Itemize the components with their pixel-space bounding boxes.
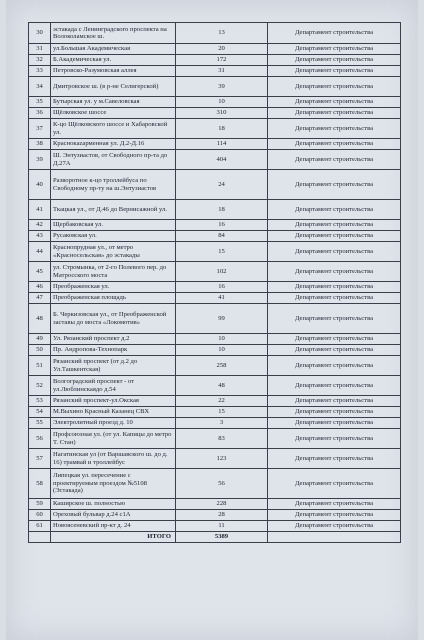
- quantity: 84: [176, 231, 268, 242]
- total-quantity: 5389: [176, 532, 268, 543]
- department: Департамент строительства: [268, 293, 401, 304]
- table-row: [29, 521, 401, 532]
- quantity: 11: [176, 521, 268, 532]
- street-name: эстакада с Ленинградского проспекта на Волоколамское ш.: [51, 23, 176, 44]
- row-number: 43: [29, 231, 51, 242]
- table-row: [29, 170, 401, 200]
- quantity: 31: [176, 66, 268, 77]
- quantity: 13: [176, 23, 268, 44]
- street-name: Электролитный проезд д. 10: [51, 418, 176, 429]
- table-row: [29, 499, 401, 510]
- street-name: Каширское ш. полностью: [51, 499, 176, 510]
- quantity: 28: [176, 510, 268, 521]
- department: Департамент строительства: [268, 170, 401, 200]
- quantity: 24: [176, 170, 268, 200]
- department: Департамент строительства: [268, 449, 401, 469]
- department: Департамент строительства: [268, 108, 401, 119]
- table-row: [29, 469, 401, 499]
- table-row: [29, 376, 401, 396]
- quantity: 310: [176, 108, 268, 119]
- department: Департамент строительства: [268, 23, 401, 44]
- row-number: 36: [29, 108, 51, 119]
- quantity: 83: [176, 429, 268, 449]
- quantity: 48: [176, 376, 268, 396]
- street-name: ул.Большая Академическая: [51, 44, 176, 55]
- department: Департамент строительства: [268, 282, 401, 293]
- quantity: 15: [176, 407, 268, 418]
- streets-table: [28, 22, 401, 543]
- table-row: [29, 304, 401, 334]
- table-row: [29, 44, 401, 55]
- row-number: 51: [29, 356, 51, 376]
- quantity: 404: [176, 150, 268, 170]
- street-name: Русаковская ул.: [51, 231, 176, 242]
- department: Департамент строительства: [268, 262, 401, 282]
- table-row: [29, 449, 401, 469]
- street-name: Петровско-Разумовская аллея: [51, 66, 176, 77]
- street-name: Краснопрудная ул., от метро «Красносельская» до эстакады: [51, 242, 176, 262]
- row-number: 55: [29, 418, 51, 429]
- table-row: [29, 108, 401, 119]
- quantity: 20: [176, 44, 268, 55]
- street-name: Пр. Андропова-Технопарк: [51, 345, 176, 356]
- quantity: 102: [176, 262, 268, 282]
- quantity: 56: [176, 469, 268, 499]
- row-number: 56: [29, 429, 51, 449]
- row-number: 59: [29, 499, 51, 510]
- table-row: [29, 293, 401, 304]
- street-name: Рязанский проспект (от д.2 до Ул.Ташкентская): [51, 356, 176, 376]
- department: Департамент строительства: [268, 304, 401, 334]
- row-number: 50: [29, 345, 51, 356]
- row-number: 58: [29, 469, 51, 499]
- department: Департамент строительства: [268, 97, 401, 108]
- street-name: Преображенская площадь: [51, 293, 176, 304]
- table-row: [29, 345, 401, 356]
- street-name: К-цо Щёлковского шоссе и Хабаровской ул.: [51, 119, 176, 139]
- table-row: [29, 97, 401, 108]
- quantity: 123: [176, 449, 268, 469]
- department: Департамент строительства: [268, 429, 401, 449]
- department: Департамент строительства: [268, 150, 401, 170]
- quantity: 99: [176, 304, 268, 334]
- department: Департамент строительства: [268, 220, 401, 231]
- row-number: 49: [29, 334, 51, 345]
- street-name: Дмитровское ш. (в р-не Селигерской): [51, 77, 176, 97]
- quantity: 3: [176, 418, 268, 429]
- table-body: [29, 23, 401, 543]
- row-number: 34: [29, 77, 51, 97]
- row-number: 45: [29, 262, 51, 282]
- department: Департамент строительства: [268, 66, 401, 77]
- department: Департамент строительства: [268, 407, 401, 418]
- row-number: 48: [29, 304, 51, 334]
- row-number: 30: [29, 23, 51, 44]
- row-number: 53: [29, 396, 51, 407]
- row-number: 52: [29, 376, 51, 396]
- row-number: 57: [29, 449, 51, 469]
- quantity: 15: [176, 242, 268, 262]
- table-row: [29, 55, 401, 66]
- total-label: ИТОГО: [51, 532, 176, 543]
- department: Департамент строительства: [268, 521, 401, 532]
- table-row: [29, 77, 401, 97]
- table-row: [29, 119, 401, 139]
- department: Департамент строительства: [268, 334, 401, 345]
- row-number: 39: [29, 150, 51, 170]
- street-name: Краснокazарменная ул. Д.2-Д.16: [51, 139, 176, 150]
- quantity: 16: [176, 220, 268, 231]
- row-number: 54: [29, 407, 51, 418]
- department: Департамент строительства: [268, 139, 401, 150]
- department: Департамент строительства: [268, 396, 401, 407]
- department: Департамент строительства: [268, 231, 401, 242]
- quantity: 172: [176, 55, 268, 66]
- quantity: 39: [176, 77, 268, 97]
- row-number: 41: [29, 200, 51, 220]
- street-name: Волгоградский проспект - от ул.Люблинскаядо д.54: [51, 376, 176, 396]
- street-name: Липецкая ул. пересечение с проектируемым проездом №5108 (Эстакада): [51, 469, 176, 499]
- street-name: Рязанский проспект-ул.Окская: [51, 396, 176, 407]
- department: Департамент строительства: [268, 345, 401, 356]
- quantity: 114: [176, 139, 268, 150]
- street-name: Разворотное к-цо троллейбуса по Свободному пр-ту на ш.Энтузиастов: [51, 170, 176, 200]
- department: Департамент строительства: [268, 469, 401, 499]
- street-name: ул. Стромынка, от 2-го Полевого пер. до Матросского моста: [51, 262, 176, 282]
- table-row: [29, 429, 401, 449]
- quantity: 258: [176, 356, 268, 376]
- street-name: Ткацкая ул., от Д.46 до Вернисажной ул.: [51, 200, 176, 220]
- table-row: [29, 282, 401, 293]
- table-row: [29, 220, 401, 231]
- street-name: Профсоюзная ул. (от ул. Капицы до метро Т. Стан): [51, 429, 176, 449]
- table-row: [29, 150, 401, 170]
- street-name: Преображенская ул.: [51, 282, 176, 293]
- street-name: Нагатинская ул (от Варшавского ш. до д. 16) трамвай и троллейбус: [51, 449, 176, 469]
- quantity: 16: [176, 282, 268, 293]
- street-name: Щёлковское шоссе: [51, 108, 176, 119]
- table-row: [29, 396, 401, 407]
- department: Департамент строительства: [268, 119, 401, 139]
- total-row: [29, 532, 401, 543]
- quantity: 18: [176, 119, 268, 139]
- row-number: 35: [29, 97, 51, 108]
- department: Департамент строительства: [268, 77, 401, 97]
- department: Департамент строительства: [268, 55, 401, 66]
- quantity: 10: [176, 334, 268, 345]
- row-number: 46: [29, 282, 51, 293]
- street-name: М.Выхино Красный Казанец СВХ: [51, 407, 176, 418]
- table-row: [29, 200, 401, 220]
- department: Департамент строительства: [268, 44, 401, 55]
- total-empty-dept: [268, 532, 401, 543]
- table-row: [29, 242, 401, 262]
- street-name: Б.Академическая ул.: [51, 55, 176, 66]
- department: Департамент строительства: [268, 499, 401, 510]
- row-number: 38: [29, 139, 51, 150]
- row-number: 61: [29, 521, 51, 532]
- street-name: Бутырская ул. у м.Савеловская: [51, 97, 176, 108]
- street-name: Ореховый бульвар д.24 с1А: [51, 510, 176, 521]
- street-name: Новоясеневский пр-кт д. 24: [51, 521, 176, 532]
- row-number: 37: [29, 119, 51, 139]
- quantity: 10: [176, 97, 268, 108]
- row-number: 47: [29, 293, 51, 304]
- total-empty: [29, 532, 51, 543]
- street-name: Ш. Энтузиастов, от Свободного пр-та до Д.27А: [51, 150, 176, 170]
- table-row: [29, 407, 401, 418]
- department: Департамент строительства: [268, 510, 401, 521]
- row-number: 31: [29, 44, 51, 55]
- row-number: 33: [29, 66, 51, 77]
- table-row: [29, 356, 401, 376]
- row-number: 32: [29, 55, 51, 66]
- table-row: [29, 23, 401, 44]
- table-row: [29, 262, 401, 282]
- department: Департамент строительства: [268, 200, 401, 220]
- document-page: [6, 0, 418, 640]
- quantity: 18: [176, 200, 268, 220]
- department: Департамент строительства: [268, 242, 401, 262]
- quantity: 228: [176, 499, 268, 510]
- street-name: Щербаковская ул.: [51, 220, 176, 231]
- quantity: 22: [176, 396, 268, 407]
- table-row: [29, 66, 401, 77]
- table-row: [29, 418, 401, 429]
- quantity: 10: [176, 345, 268, 356]
- department: Департамент строительства: [268, 356, 401, 376]
- street-name: Ул. Рязанский проспект д.2: [51, 334, 176, 345]
- department: Департамент строительства: [268, 376, 401, 396]
- table-row: [29, 334, 401, 345]
- row-number: 42: [29, 220, 51, 231]
- row-number: 44: [29, 242, 51, 262]
- department: Департамент строительства: [268, 418, 401, 429]
- row-number: 40: [29, 170, 51, 200]
- quantity: 41: [176, 293, 268, 304]
- table-row: [29, 139, 401, 150]
- table-row: [29, 510, 401, 521]
- street-name: Б. Черкизовская ул., от Преображенской заставы до моста «Локомотив»: [51, 304, 176, 334]
- table-row: [29, 231, 401, 242]
- row-number: 60: [29, 510, 51, 521]
